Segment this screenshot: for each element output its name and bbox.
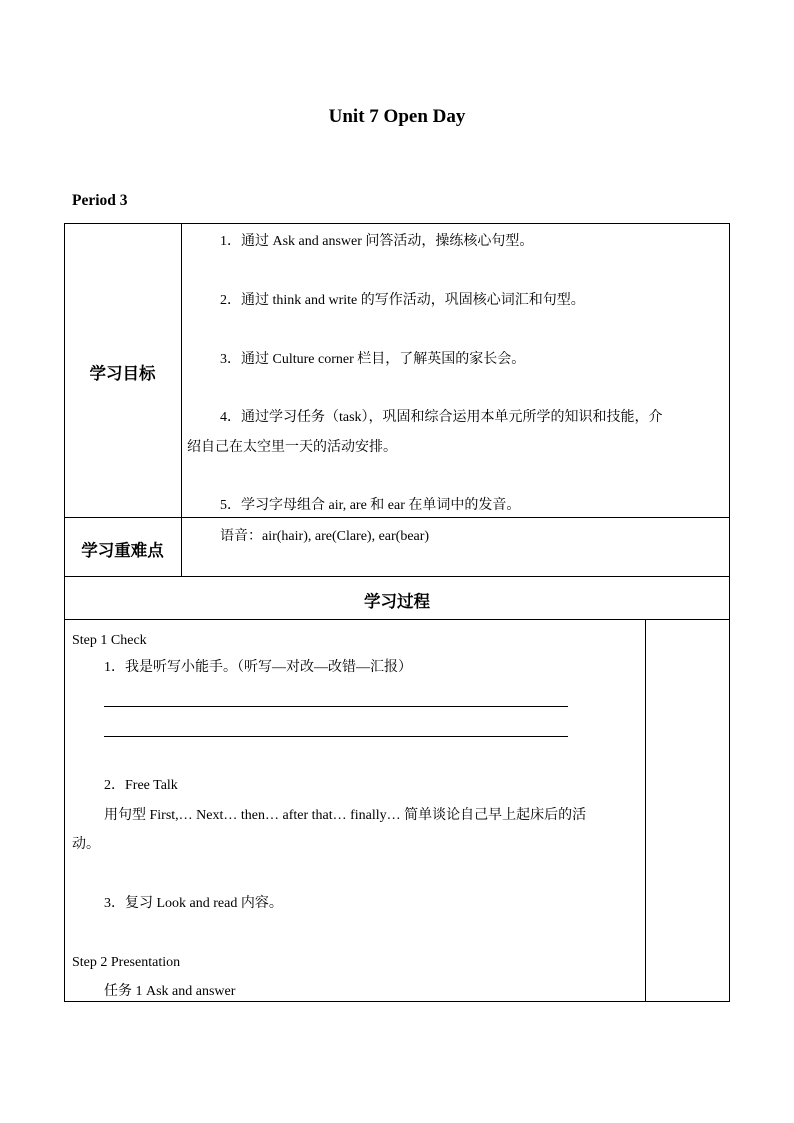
notes-column-divider [645, 619, 646, 1002]
row-divider-keypoints [64, 576, 730, 577]
process-heading: 学习过程 [364, 592, 430, 611]
row-divider-heading [64, 619, 730, 620]
process-item: 1．我是听写小能手。（听写—对改—改错—汇报） [104, 660, 412, 675]
objective-item-continued: 绍自己在太空里一天的活动安排。 [187, 440, 397, 455]
task-item: 任务 1 Ask and answer [104, 984, 236, 999]
process-text: 用句型 First,… Next… then… after that… finally… 简单谈论自己早上起床后的活 [104, 808, 587, 823]
objective-item: 2．通过 think and write 的写作活动，巩固核心词汇和句型。 [220, 293, 585, 308]
row-divider-objectives [64, 517, 730, 518]
objective-item: 5．学习字母组合 air, are 和 ear 在单词中的发音。 [220, 498, 521, 513]
label-column-divider [181, 223, 182, 577]
lesson-table [64, 223, 730, 1002]
answer-blank-line[interactable] [104, 736, 568, 737]
step-heading: Step 2 Presentation [72, 955, 181, 970]
process-text-continued: 动。 [72, 837, 100, 852]
answer-blank-line[interactable] [104, 706, 568, 707]
key-points-label: 学习重难点 [81, 541, 164, 560]
document-title: Unit 7 Open Day [328, 106, 466, 127]
objectives-label: 学习目标 [89, 364, 156, 383]
step-heading: Step 1 Check [72, 633, 147, 648]
process-item: 2．Free Talk [104, 778, 178, 793]
process-item: 3．复习 Look and read 内容。 [104, 896, 283, 911]
objective-item: 4．通过学习任务（task），巩固和综合运用本单元所学的知识和技能，介 [220, 410, 663, 425]
objective-item: 1．通过 Ask and answer 问答活动，操练核心句型。 [220, 234, 534, 249]
objective-item: 3．通过 Culture corner 栏目，了解英国的家长会。 [220, 352, 526, 367]
period-label: Period 3 [72, 192, 128, 209]
key-points-text: 语音：air(hair), are(Clare), ear(bear) [220, 529, 430, 544]
